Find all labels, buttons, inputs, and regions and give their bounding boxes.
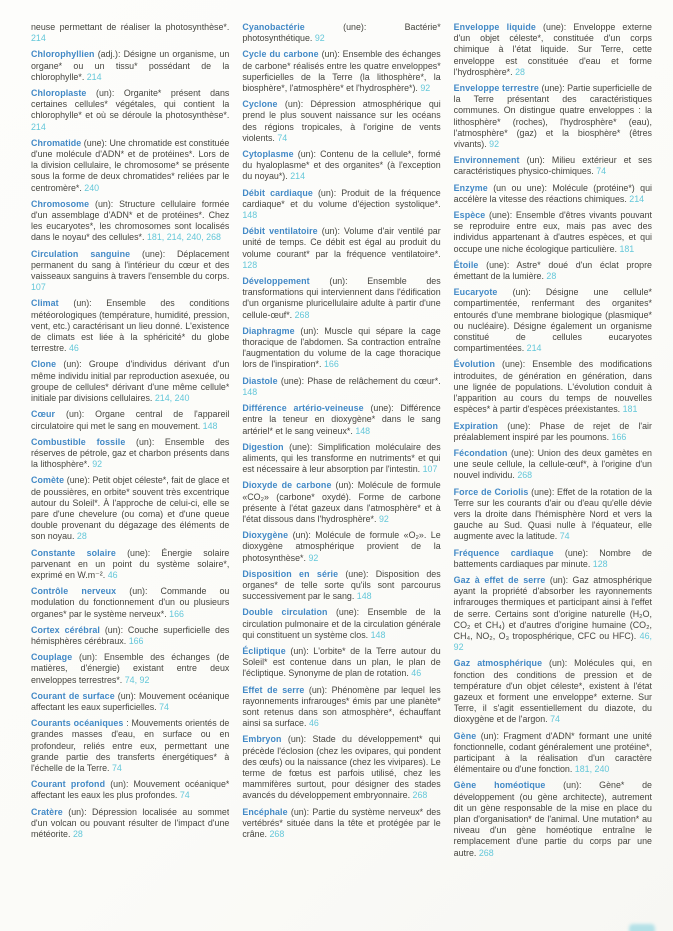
glossary-definition: (un): Molécule de formule «O₂». Le dioxygène atmosphérique provient de la photosynthèse*. xyxy=(242,530,441,563)
glossary-term: Cortex cérébral xyxy=(31,624,100,635)
glossary-definition: (un): Structure cellulaire formée d'un assemblage d'ADN* et de protéines*. Chez les eucaryotes*, les chromosomes sont localisés dans le noyau* des cellules*. xyxy=(31,198,230,243)
glossary-entry xyxy=(242,807,440,841)
page-reference: 166 xyxy=(128,635,144,646)
glossary-entry xyxy=(454,658,652,725)
glossary-term: Dioxyde de carbone xyxy=(242,480,332,491)
glossary-term: Courant de surface xyxy=(31,690,115,701)
page-reference: 28 xyxy=(76,531,87,542)
glossary-column xyxy=(31,22,229,925)
glossary-definition: (un): Stade du développement* qui précède l'éclosion (chez les ovipares, qui pondent des œufs) ou la naissance (chez les vivipares). Le terme de fœtus est parfois utilisé, chez les mammifères surtout, pour désigner des stades avancés du développement embryonnaire. xyxy=(242,734,441,801)
glossary-entry xyxy=(454,260,652,282)
glossary-entry xyxy=(242,442,440,476)
glossary-entry xyxy=(31,807,229,841)
page-reference: 148 xyxy=(242,210,258,221)
glossary-definition: (un): Dépression localisée au sommet d'un volcan ou pouvant résulter de l'impact d'une météorite. xyxy=(31,806,230,839)
glossary-term: Évolution xyxy=(453,359,495,370)
glossary-entry xyxy=(454,575,652,653)
glossary-definition: (un): Désigne une cellule* compartimentée, renfermant des organites* entourés d'une membrane biologique (plasmique* ou nucléaire). Désigne également un organisme constitué de cellules eucaryotes compartimentées. xyxy=(453,287,652,354)
glossary-term: Expiration xyxy=(453,420,499,431)
page-reference: 74, 92 xyxy=(124,674,150,685)
page-reference: 268 xyxy=(478,847,494,858)
glossary-entry xyxy=(242,480,440,525)
page-reference: 214, 240 xyxy=(154,393,190,404)
glossary-definition: (un): Gène* de développement (ou gène architecte), autrement dit un gène responsable de la mise en place du plan d'organisation* de l'animal. Une mutation* au niveau d'un gène homéotique entraîne le remplacement d'une partie du corps par une autre. xyxy=(453,780,652,858)
page-reference: 148 xyxy=(370,629,386,640)
glossary-definition: (un): Molécule de formule «CO₂» (carbone* oxydé). Forme de carbone présente à l'état gazeux dans l'atmosphère* et à l'état dissous dans l'hydrosphère*. xyxy=(242,480,441,524)
glossary-entry xyxy=(242,403,440,437)
glossary-entry xyxy=(31,409,229,431)
page-reference: 268 xyxy=(412,790,428,801)
page-reference: 46 xyxy=(107,569,118,580)
page-reference: 107 xyxy=(422,464,438,475)
glossary-entry xyxy=(242,685,440,730)
glossary-entry xyxy=(31,779,229,801)
glossary-entry xyxy=(31,199,229,244)
glossary-term: Diaphragme xyxy=(242,325,295,336)
glossary-entry xyxy=(242,149,440,183)
glossary-definition: (un): Molécules qui, en fonction des conditions de pression et de température d'un objet céleste*, existent à l'état gazeux et forment une enveloppe* externe. Sur Terre, il s'agit essentiellement du diazote, du dioxygène et de l'argon. xyxy=(453,658,652,725)
glossary-definition: (un): Milieu extérieur et ses caractéristiques physico-chimiques. xyxy=(453,155,652,177)
glossary-definition: (un): Phénomène par lequel les rayonnements infrarouges* émis par une planète* sont retenus dans son atmosphère*, échauffant ainsi sa surface. xyxy=(242,684,441,729)
page-reference: 166 xyxy=(323,359,339,370)
glossary-term: Gène homéotique xyxy=(453,780,546,791)
glossary-entry xyxy=(242,734,440,801)
glossary-term: Gène xyxy=(453,730,477,741)
glossary-definition: (une): Déplacement permanent du sang à l'intérieur du cœur et des vaisseaux sanguins à travers l'ensemble du corps. xyxy=(31,248,230,282)
page-reference: 46, 92 xyxy=(453,630,652,653)
page-reference: 74 xyxy=(559,531,570,542)
page-reference: 74 xyxy=(111,762,122,773)
glossary-term: Double circulation xyxy=(242,607,328,618)
glossary-definition: (un): Mouvement océanique affectant les eaux superficielles. xyxy=(31,690,230,712)
glossary-term: Débit cardiaque xyxy=(242,187,313,198)
glossary-definition: (une): Ensemble de la circulation pulmonaire et de la circulation générale qui constituent un système clos. xyxy=(242,607,441,640)
glossary-definition: (une): Effet de la rotation de la Terre sur les courants d'air ou d'eau qu'elle dévie vers la droite dans l'hémisphère Nord et vers la gauche au Sud. Quasi nulle à l'équateur, elle augmente avec la latitude. xyxy=(453,486,652,542)
glossary-definition: (une): Ensemble d'êtres vivants pouvant se reproduire entre eux, mais pas avec des individus appartenant à d'autres espèces, et qui occupe une niche écologique particulière. xyxy=(453,210,652,254)
glossary-definition: (un): Couche superficielle des hémisphères cérébraux. xyxy=(31,624,230,646)
glossary-term: Diastole xyxy=(242,375,278,386)
glossary-term: Chromosome xyxy=(31,198,90,209)
glossary-entry xyxy=(31,586,229,620)
glossary-definition: (un): Muscle qui sépare la cage thoracique de l'abdomen. Sa contraction entraîne l'augmentation du volume de la cage thoracique lors de l'inspiration*. xyxy=(242,325,441,370)
glossary-term: Effet de serre xyxy=(242,684,305,695)
glossary-term: Débit ventilatoire xyxy=(242,226,318,237)
glossary-definition: (un): Partie du système nerveux* des vertébrés* située dans la tête et protégée par le crâne. xyxy=(242,806,441,839)
glossary-entry xyxy=(31,475,229,542)
page-reference: 46 xyxy=(308,718,319,729)
glossary-entry xyxy=(31,298,229,354)
glossary-definition: (une): Petit objet céleste*, fait de glace et de poussières, en orbite* souvent très excentrique autour du Soleil*. À l'approche de celui-ci, elle se pare d'une chevelure (ou coma) et d'une queue double provenant du dégazage des éléments de son noyau. xyxy=(31,475,230,542)
page-reference: 148 xyxy=(202,420,218,431)
glossary-definition: (un): Gaz atmosphérique ayant la propriété d'absorber les rayonnements infrarouges thermiques et participant ainsi à l'effet de serre. Certains sont d'origine naturelle (H₂O, CO₂ et CH₄) et d'autres d'origine humaine (CO₂, CH₄, NO₂, O₃ troposphérique, CFC ou HFC). xyxy=(453,574,652,641)
glossary-term: Enveloppe terrestre xyxy=(453,83,539,94)
page-reference: 74 xyxy=(159,701,169,712)
glossary-definition: (un): Dépression atmosphérique qui prend le plus souvent naissance sur les océans des régions tropicales, à l'origine de vents violents. xyxy=(242,99,441,143)
glossary-entry xyxy=(454,731,652,776)
page-reference: 92 xyxy=(378,513,389,524)
glossary-definition: (un): Produit de la fréquence cardiaque* et du volume d'éjection systolique*. xyxy=(242,187,441,209)
glossary-entry xyxy=(31,548,229,582)
glossary-term: Développement xyxy=(242,276,310,287)
page-reference: 107 xyxy=(31,282,46,293)
page-reference: 148 xyxy=(355,425,371,436)
glossary-term: Constante solaire xyxy=(31,547,116,558)
glossary-entry xyxy=(31,22,229,44)
glossary-term: Cycle du carbone xyxy=(242,49,319,60)
page-reference: 181 xyxy=(619,243,635,254)
glossary-term: Encéphale xyxy=(242,806,288,817)
page-number-cutoff xyxy=(629,924,655,931)
page-reference: 128 xyxy=(592,558,608,569)
glossary-entry xyxy=(454,359,652,415)
glossary-definition: neuse permettant de réaliser la photosynthèse*. xyxy=(31,22,230,32)
page-reference: 74 xyxy=(550,714,560,725)
glossary-entry xyxy=(454,155,652,177)
page-reference: 240 xyxy=(84,182,100,193)
glossary-term: Climat xyxy=(31,298,59,309)
glossary-entry xyxy=(31,49,229,83)
glossary-entry xyxy=(31,625,229,647)
glossary-entry xyxy=(242,226,440,271)
page-reference: 92 xyxy=(420,83,431,94)
page-reference: 268 xyxy=(517,470,533,481)
glossary-definition: (un): Groupe d'individus dérivant d'un même individu initial par reproduction asexuée, ou groupe de cellules* dérivant d'une même cellule* initiale par divisions cellulaires. xyxy=(31,359,230,404)
glossary-definition: (un): Commande ou modulation du fonctionnement d'un ou plusieurs organes* par le système nerveux*. xyxy=(31,586,230,619)
glossary-entry xyxy=(242,49,440,94)
glossary-entry xyxy=(31,437,229,471)
page-reference: 92 xyxy=(92,459,103,470)
glossary-definition: (un): Ensemble des réserves de pétrole, gaz et charbon présents dans la lithosphère*. xyxy=(31,436,230,470)
glossary-definition: (une): Enveloppe externe d'un objet céleste*, constituée d'un corps chimique à l'état liquide. Sur Terre, cette enveloppe est constituée d'eau et forme l'hydrosphère*. xyxy=(453,22,652,77)
glossary-definition: (un): Ensemble des échanges de carbone* réalisés entre les quatre enveloppes* superficielles de la Terre (la lithosphère*, la biosphère*, l'atmosphère* et l'hydrosphère*). xyxy=(242,49,441,94)
glossary-term: Courant profond xyxy=(31,779,106,790)
glossary-entry xyxy=(242,188,440,222)
glossary-term: Chlorophyllien xyxy=(31,49,95,60)
glossary-entry xyxy=(242,326,440,371)
glossary-column xyxy=(454,22,652,925)
glossary-entry xyxy=(242,376,440,398)
glossary-term: Enzyme xyxy=(453,182,488,193)
glossary-term: Contrôle nerveux xyxy=(31,586,117,597)
glossary-entry xyxy=(242,530,440,564)
page-reference: 74 xyxy=(179,790,190,801)
glossary-term: Combustible fossile xyxy=(31,436,126,447)
page-reference: 28 xyxy=(515,66,525,77)
glossary-definition: (une): Différence entre la teneur en dioxygène* dans le sang artériel* et le sang veineux*. xyxy=(242,403,441,436)
glossary-definition: (un): Organite* présent dans certaines cellules* végétales, qui contient la chlorophylle* et où se déroule la photosynthèse*. xyxy=(31,88,230,121)
page-reference: 74 xyxy=(277,132,288,143)
glossary-definition: (un): Organe central de l'appareil circulatoire qui met le sang en mouvement. xyxy=(31,409,230,431)
glossary-definition: (un ou une): Molécule (protéine*) qui accélère la vitesse des réactions chimiques. xyxy=(453,182,652,204)
glossary-term: Comète xyxy=(31,475,65,486)
glossary-definition: (une): Nombre de battements cardiaques par minute. xyxy=(453,547,652,569)
glossary-term: Écliptique xyxy=(242,645,286,656)
glossary-entry xyxy=(31,88,229,133)
glossary-term: Disposition en série xyxy=(242,568,339,579)
glossary-definition: (une): Bactérie* photosynthétique. xyxy=(242,22,441,44)
glossary-entry xyxy=(454,421,652,443)
page-reference: 28 xyxy=(72,829,83,839)
glossary-definition: (un): Ensemble des conditions météorologiques (température, humidité, pression, vent, etc.) caractérisant un lieu donné. L'existence de climats est liée à la sphéricité* du globe terrestre. xyxy=(31,298,230,354)
page-reference: 181, 214, 240, 268 xyxy=(146,232,221,243)
page-reference: 268 xyxy=(269,829,285,839)
glossary-term: Environnement xyxy=(453,155,520,166)
glossary-definition: (un): Fragment d'ADN* formant une unité fonctionnelle, codant généralement une protéine*, participant à la réalisation d'un caractère élémentaire ou d'une fonction. xyxy=(453,730,652,775)
glossary-term: Force de Coriolis xyxy=(453,486,529,497)
glossary-term: Clone xyxy=(31,359,57,370)
glossary-term: Embryon xyxy=(242,734,282,745)
glossary-term: Espèce xyxy=(453,210,486,221)
glossary-definition: (adj.): Désigne un organisme, un organe* ou un tissu* possédant de la chlorophylle*. xyxy=(31,49,230,82)
glossary-term: Digestion xyxy=(242,441,284,452)
glossary-entry xyxy=(31,718,229,774)
glossary-term: Gaz à effet de serre xyxy=(453,574,546,585)
page-reference: 74 xyxy=(596,166,607,177)
page-reference: 214 xyxy=(31,121,46,132)
glossary-definition: (un): Volume d'air ventilé par unité de temps. Ce débit est égal au produit du volume courant* par la fréquence ventilatoire*. xyxy=(242,226,441,259)
page-reference: 28 xyxy=(546,271,557,282)
glossary-entry xyxy=(242,607,440,641)
glossary-term: Couplage xyxy=(31,652,73,663)
glossary-definition: (une): Phase de relâchement du cœur*. xyxy=(280,375,441,386)
glossary-entry xyxy=(454,487,652,543)
glossary-term: Enveloppe liquide xyxy=(453,22,536,32)
glossary-definition: (une): Simplification moléculaire des aliments, qui les transforme en nutriments* et qui est nécessaire à leur absorption par l'intestin. xyxy=(242,441,441,475)
glossary-definition: (un): Mouvement océanique* affectant les eaux les plus profondes. xyxy=(31,779,230,801)
glossary-definition: (une): Partie superficielle de la Terre présentant des caractéristiques communes. On distingue quatre enveloppes : la lithosphère* (roches), l'hydrosphère* (eau), l'atmosphère* (gaz) et la biosphère* (êtres vivants). xyxy=(453,83,652,150)
page-reference: 214 xyxy=(526,343,542,354)
glossary-entry xyxy=(242,276,440,321)
glossary-definition: (un): L'orbite* de la Terre autour du Soleil* est contenue dans un plan, le plan de l'écliptique. Synonyme de plan de rotation. xyxy=(242,645,441,679)
page-reference: 214 xyxy=(290,171,306,182)
page-reference: 166 xyxy=(611,431,627,442)
glossary-definition: (un): Ensemble des échanges (de matières, d'énergie) existant entre deux enveloppes terrestres*. xyxy=(31,652,230,685)
glossary-term: Courants océaniques xyxy=(31,718,124,729)
glossary-term: Gaz atmosphérique xyxy=(453,658,543,669)
glossary-term: Cratère xyxy=(31,806,63,817)
glossary-definition: (une): Phase de rejet de l'air préalablement inspiré par les poumons. xyxy=(453,420,652,442)
glossary-term: Étoile xyxy=(453,259,479,270)
glossary-definition: (un): Ensemble des transformations qui interviennent dans l'édification d'un organisme pluricellulaire adulte à partir d'une cellule-œuf*. xyxy=(242,276,441,320)
glossary-term: Cyanobactérie xyxy=(242,22,305,32)
glossary-definition: (une): Astre* doué d'un éclat propre émettant de la lumière. xyxy=(453,259,652,282)
glossary-definition: (une): Ensemble des modifications introduites, de génération en génération, dans une lignée de populations. L'évolution conduit à l'apparition au cours du temps de nouvelles espèces* à partir d'espèces préexistantes. xyxy=(453,359,652,415)
glossary-entry xyxy=(31,138,229,194)
glossary-entry xyxy=(242,22,440,44)
glossary-term: Eucaryote xyxy=(453,287,498,298)
glossary-definition: (un): Contenu de la cellule*, formé du hyaloplasme* et des organites* (à l'exception du noyau*). xyxy=(242,149,441,182)
glossary-definition: (une): Union des deux gamètes en une seule cellule, la cellule-œuf*, à l'origine d'un nouvel individu. xyxy=(453,447,652,481)
page-reference: 214 xyxy=(86,71,102,82)
page-reference: 92 xyxy=(314,33,325,44)
glossary-entry xyxy=(454,210,652,255)
glossary-entry xyxy=(31,249,229,294)
page-reference: 166 xyxy=(169,608,184,619)
page-reference: 148 xyxy=(242,386,258,397)
page-reference: 46 xyxy=(68,343,79,354)
glossary-entry xyxy=(454,183,652,205)
glossary-entry xyxy=(31,652,229,686)
glossary-entry xyxy=(31,691,229,713)
glossary-definition: (une): Disposition des organes* de telle sorte qu'ils sont parcourus successivement par le sang. xyxy=(242,568,441,602)
page-reference: 268 xyxy=(294,309,310,320)
page-reference: 181, 240 xyxy=(574,764,610,775)
glossary-entry xyxy=(454,448,652,482)
glossary-entry xyxy=(454,780,652,858)
page-reference: 46 xyxy=(411,668,422,679)
glossary-term: Chromatide xyxy=(31,137,82,148)
glossary-term: Différence artério-veineuse xyxy=(242,403,364,414)
glossary-entry xyxy=(454,83,652,150)
page-reference: 92 xyxy=(489,139,500,150)
glossary-entry xyxy=(454,548,652,570)
page-reference: 128 xyxy=(242,259,258,270)
glossary-term: Cyclone xyxy=(242,99,278,110)
glossary-term: Cœur xyxy=(31,409,56,420)
glossary-entry xyxy=(242,569,440,603)
glossary-term: Dioxygène xyxy=(242,530,289,541)
glossary-definition: : Mouvements orientés de grandes masses d'eau, en surface ou en profondeur, reliés entre eux, permettant une grande partie des transferts énergétiques* à l'échelle de la Terre. xyxy=(31,718,230,773)
glossary-term: Fécondation xyxy=(453,447,508,458)
page-reference: 148 xyxy=(356,591,372,602)
glossary-entry xyxy=(31,359,229,404)
glossary-column xyxy=(242,22,440,925)
glossary-term: Circulation sanguine xyxy=(31,248,131,259)
page-reference: 214 xyxy=(629,193,645,204)
glossary-entry xyxy=(454,22,652,78)
glossary-definition: (une): Énergie solaire parvenant en un point du système solaire*, exprimé en W.m⁻². xyxy=(31,547,230,580)
page-reference: 92 xyxy=(308,552,319,563)
glossary-columns xyxy=(31,22,652,925)
glossary-entry xyxy=(242,99,440,144)
glossary-term: Fréquence cardiaque xyxy=(453,547,554,558)
glossary-term: Cytoplasme xyxy=(242,149,294,160)
page-reference: 214 xyxy=(31,33,46,44)
glossary-definition: (une): Une chromatide est constituée d'une molécule d'ADN* et de protéines*. Lors de la division cellulaire, le chromosome* se présente sous la forme de deux chromatides* reliées par le centromère*. xyxy=(31,137,230,193)
glossary-entry xyxy=(454,287,652,354)
page-reference: 181 xyxy=(622,404,638,415)
glossary-entry xyxy=(242,646,440,680)
glossary-term: Chloroplaste xyxy=(31,88,87,99)
